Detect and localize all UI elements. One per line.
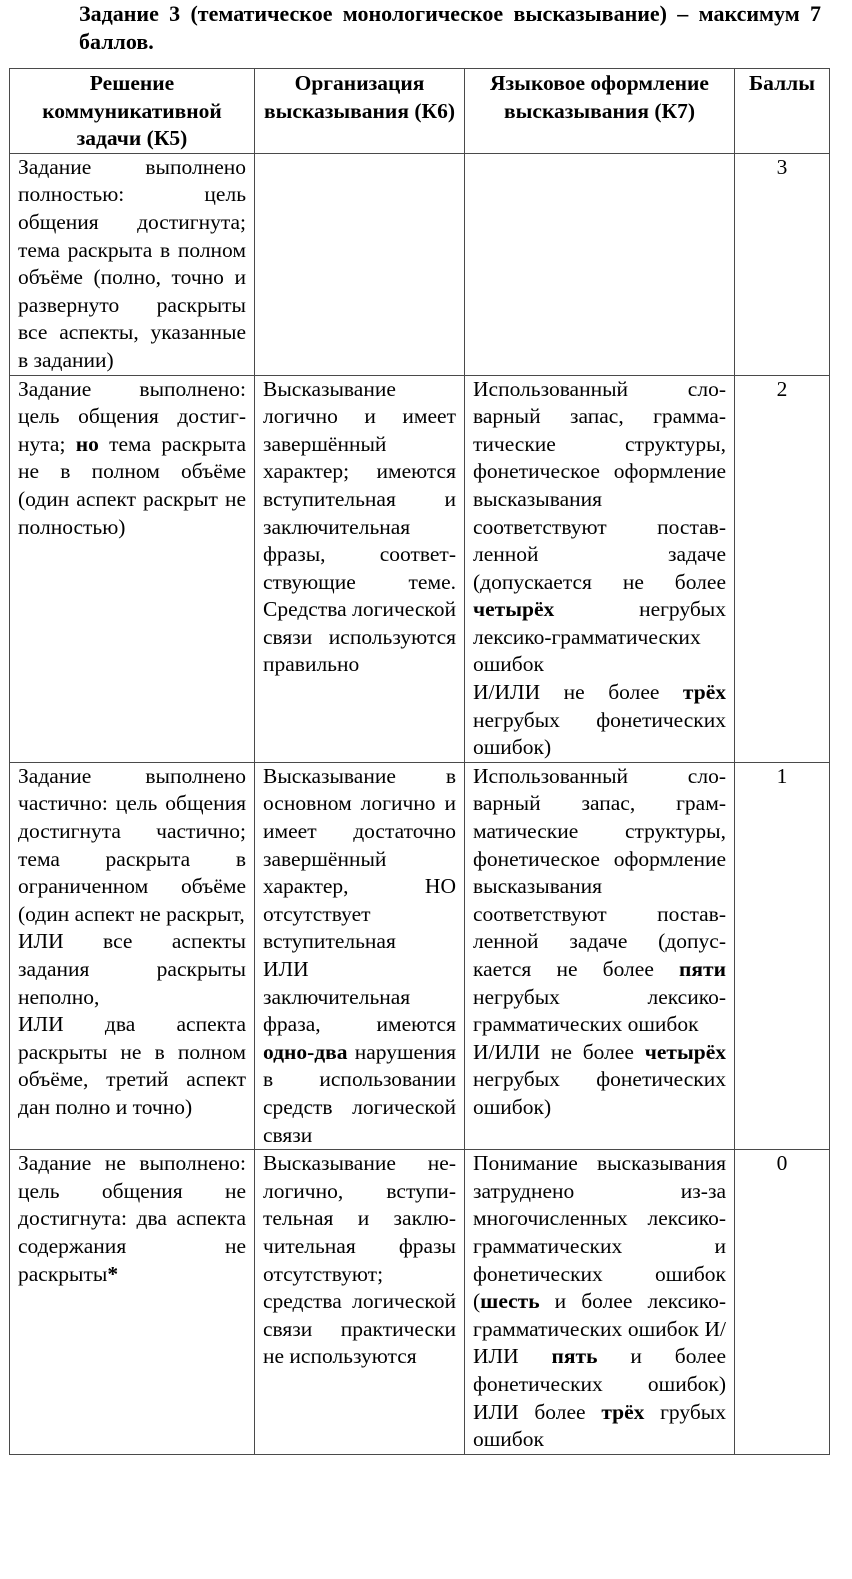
header-k5: Решение коммуникативной задачи (К5) [10,69,255,154]
row-score-cell: 1 [735,762,830,1149]
row-k5-cell: Задание выполнено полностью: цель общения достигнута; тема раскрыта в полном объёме (полно, точно и развернуто раскрыты все аспекты, указанные в задании) [10,153,255,375]
row-score-cell: 0 [735,1150,830,1455]
row-k5-cell: Задание не выполнено: цель общения не достигнута: два аспекта содержания не раскрыты* [10,1150,255,1455]
row-k5-cell: Задание выполнено частично: цель общения достигнута частично; тема раскрыта в ограниченном объёме (один аспект не раскрыт, ИЛИ все аспекты задания раскрыты неполно, ИЛИ два аспекта раскрыты не в полном объёме, третий аспект дан полно и точно) [10,762,255,1149]
table-row [10,153,830,375]
table-header-row [10,69,830,154]
table-row [10,375,830,762]
header-score: Баллы [735,69,830,154]
table-row [10,1150,830,1455]
row-k6-cell [255,153,465,375]
row-score-cell: 3 [735,153,830,375]
row-k6-cell: Высказывание в основном логично и имеет достаточно завершённый характер, НО отсутствует вступительная ИЛИ заключительная фраза, имеются одно-два нарушения в использовании средств логической связи [255,762,465,1149]
row-k6-cell: Высказывание нелогично, вступительная и заключительная фразы отсутствуют; средства логической связи практически не используются [255,1150,465,1455]
row-k7-cell: Использованный словарный запас, грамматические структуры, фонетическое оформление высказывания соответствуют поставленной задаче (допускается не более пяти негрубых лексико-грамматических ошибок И/ИЛИ не более четырёх негрубых фонетических ошибок) [465,762,735,1149]
row-k7-cell: Использованный словарный запас, грамматические структуры, фонетическое оформление высказывания соответствуют поставленной задаче (допускается не более четырёх негрубых лексико-грамматических ошибок И/ИЛИ не более трёх негрубых фонетических ошибок) [465,375,735,762]
page-title: Задание 3 (тематическое монологическое высказывание) – максимум 7 баллов. [79,1,821,54]
table-row [10,762,830,1149]
row-k7-cell: Понимание высказывания затруднено из-за многочисленных лексико-грамматических и фонетических ошибок (шесть и более лексико-грамматических ошибок И/ИЛИ пять и более фонетических ошибок) ИЛИ более трёх грубых ошибок [465,1150,735,1455]
row-score-cell: 2 [735,375,830,762]
header-k7: Языковое оформление высказывания (К7) [465,69,735,154]
row-k6-cell: Высказывание логично и имеет завершённый характер; имеются вступительная и заключительная фразы, соответствующие теме. Средства логической связи используются правильно [255,375,465,762]
row-k5-cell: Задание выполнено: цель общения достигнута; но тема раскрыта не в полном объёме (один аспект раскрыт не полностью) [10,375,255,762]
assessment-criteria-table [9,68,830,1455]
header-k6: Организация высказывания (К6) [255,69,465,154]
row-k7-cell [465,153,735,375]
